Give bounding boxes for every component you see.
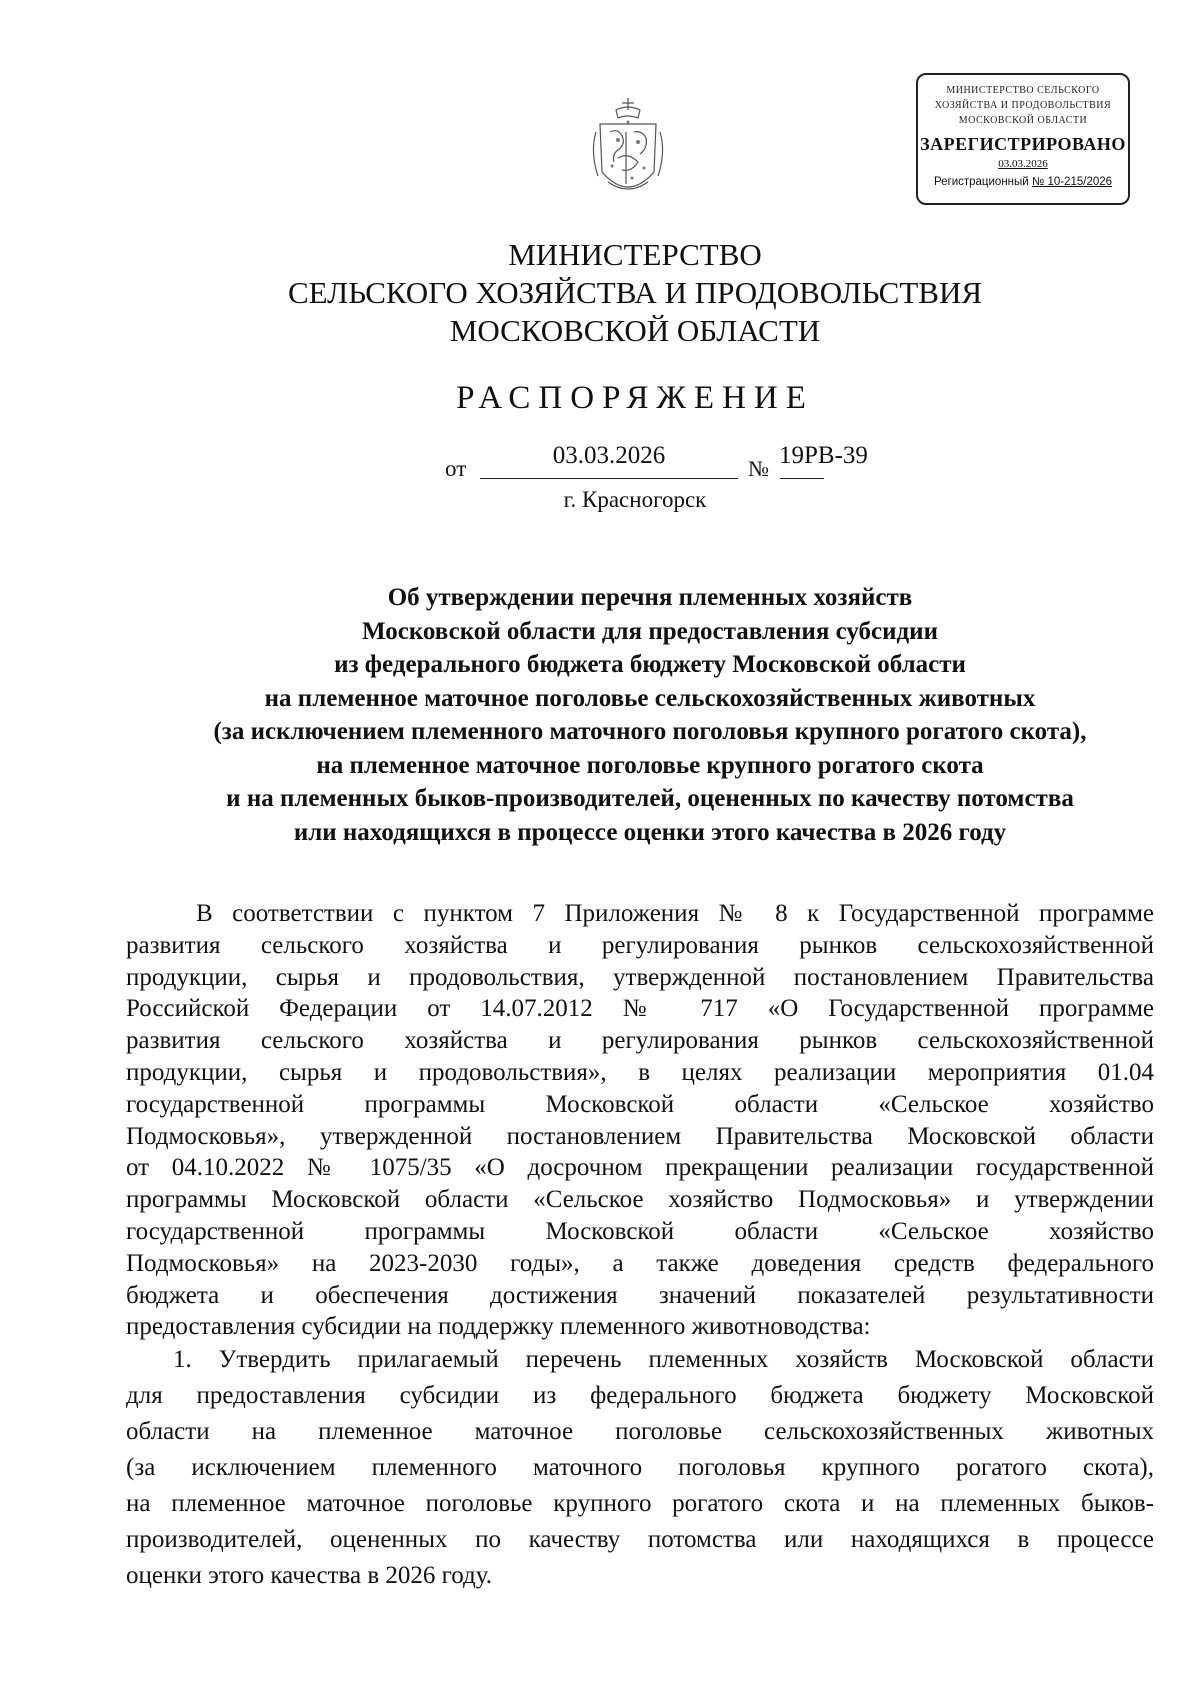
body-line: оценки этого качества в 2026 году. — [126, 1562, 493, 1589]
body-line: на племенное маточное поголовье крупного рогатого скота и на племенных быков- — [126, 1490, 1154, 1517]
document-number: 19РВ-39 — [779, 442, 868, 469]
body-line: продукции, сырья и продовольствия», в целях реализации мероприятия 01.04 — [126, 1058, 1154, 1086]
number-sign: № — [748, 456, 769, 481]
subject-line: из федерального бюджета бюджету Московской области — [334, 651, 966, 678]
stamp-reg-label: Регистрационный — [933, 176, 1029, 188]
registration-stamp — [916, 73, 1130, 205]
body-line: государственной программы Московской области «Сельское хозяйство — [126, 1090, 1154, 1118]
ministry-line-3: МОСКОВСКОЙ ОБЛАСТИ — [449, 313, 821, 348]
body-line: производителей, оцененных по качеству потомства или находящихся в процессе — [126, 1526, 1154, 1553]
from-label: от — [445, 456, 467, 481]
document-type-title: РАСПОРЯЖЕНИЕ — [456, 380, 814, 416]
subject-line: Об утверждении перечня племенных хозяйств — [387, 584, 913, 611]
body-line: государственной программы Московской области «Сельское хозяйство — [126, 1217, 1154, 1245]
body-line: развития сельского хозяйства и регулирования рынков сельскохозяйственной — [126, 931, 1154, 959]
body-line: для предоставления субсидии из федерального бюджета бюджету Московской — [126, 1382, 1154, 1409]
subject-line: Московской области для предоставления субсидии — [361, 617, 938, 645]
city: г. Красногорск — [563, 487, 707, 512]
subject-line: (за исключением племенного маточного поголовья крупного рогатого скота), — [213, 718, 1087, 745]
date-underline — [480, 478, 738, 479]
document-date: 03.03.2026 — [552, 442, 666, 469]
number-underline — [780, 478, 824, 479]
stamp-line-2: ХОЗЯЙСТВА И ПРОДОВОЛЬСТВИЯ — [934, 100, 1112, 111]
body-line: В соответствии с пунктом 7 Приложения № 8 к Государственной программе — [196, 900, 1154, 927]
stamp-status: ЗАРЕГИСТРИРОВАНО — [920, 134, 1126, 154]
ministry-heading — [0, 236, 1200, 350]
ministry-line-1: МИНИСТЕРСТВО — [508, 237, 762, 272]
body-line: от 04.10.2022 № 1075/35 «О досрочном прекращении реализации государственной — [126, 1154, 1154, 1182]
body-line: продукции, сырья и продовольствия, утвержденной постановлением Правительства — [126, 963, 1154, 991]
body-line: Подмосковья», утвержденной постановлением Правительства Московской области — [126, 1122, 1154, 1150]
stamp-line-3: МОСКОВСКОЙ ОБЛАСТИ — [958, 115, 1088, 126]
document-subject — [120, 581, 1180, 849]
body-line: программы Московской области «Сельское хозяйство Подмосковья» и утверждении — [126, 1186, 1154, 1214]
body-line: (за исключением племенного маточного поголовья крупного рогатого скота), — [126, 1454, 1154, 1481]
body-paragraph-2 — [126, 1342, 1154, 1594]
stamp-line-1: МИНИСТЕРСТВО СЕЛЬСКОГО — [946, 85, 1100, 96]
body-line: бюджета и обеспечения достижения значений показателей результативности — [126, 1281, 1154, 1309]
stamp-reg-number — [918, 175, 1128, 189]
stamp-reg-value: № 10-215/2026 — [1031, 176, 1113, 188]
body-line: 1. Утвердить прилагаемый перечень племенных хозяйств Московской области — [173, 1346, 1154, 1373]
subject-line: и на племенных быков-производителей, оцененных по качеству потомства — [226, 785, 1074, 812]
body-line: Российской Федерации от 14.07.2012 № 717 «О Государственной программе — [126, 995, 1154, 1023]
body-line: развития сельского хозяйства и регулирования рынков сельскохозяйственной — [126, 1027, 1154, 1055]
subject-line: на племенное маточное поголовье сельскохозяйственных животных — [264, 684, 1036, 712]
body-line: области на племенное маточное поголовье сельскохозяйственных животных — [126, 1418, 1154, 1445]
stamp-date: 03.03.2026 — [998, 158, 1048, 170]
body-paragraph-1 — [126, 898, 1154, 1343]
subject-line: или находящихся в процессе оценки этого качества в 2026 году — [293, 818, 1007, 846]
subject-line: на племенное маточное поголовье крупного рогатого скота — [316, 751, 984, 779]
body-line: Подмосковья» на 2023-2030 годы», а также доведения средств федерального — [126, 1249, 1154, 1277]
body-line: предоставления субсидии на поддержку племенного животноводства: — [126, 1313, 871, 1341]
ministry-line-2: СЕЛЬСКОГО ХОЗЯЙСТВА И ПРОДОВОЛЬСТВИЯ — [287, 275, 983, 310]
coat-of-arms-emblem — [588, 92, 668, 212]
